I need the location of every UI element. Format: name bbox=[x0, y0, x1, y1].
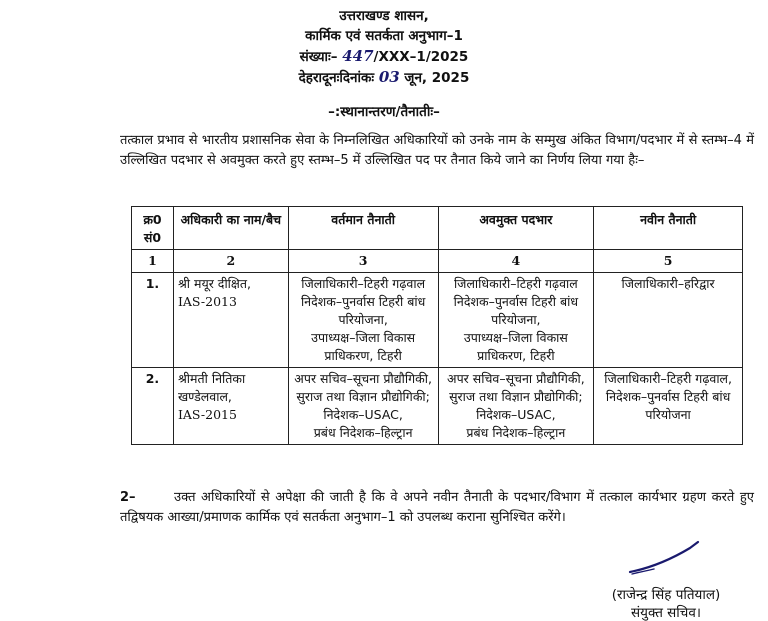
new-posting-cell bbox=[594, 368, 743, 445]
letter-number: संख्याः– 447/XXX–1/2025 bbox=[299, 47, 469, 65]
officer-batch: IAS-2013 bbox=[177, 294, 237, 309]
signatory-name: (राजेन्द्र सिंह पतियाल) bbox=[611, 587, 721, 603]
posting-line: जिलाधिकारी–टिहरी गढ़वाल bbox=[453, 276, 578, 291]
signature-stroke bbox=[610, 538, 730, 578]
posting-line: निदेशक–पुनर्वास टिहरी बांध परियोजना, bbox=[453, 294, 579, 327]
paragraph-number: 2– bbox=[120, 490, 136, 505]
posting-line: निदेशक–पुनर्वास टिहरी बांध परियोजना, bbox=[300, 294, 426, 327]
col-number: 1 bbox=[132, 250, 174, 273]
table-header-row bbox=[132, 207, 743, 250]
posting-line: अपर सचिव–सूचना प्रौद्यौगिकी, सुराज तथा विज्ञान प्रौद्योगिकी; bbox=[294, 371, 432, 404]
officer-name: श्री मयूर दीक्षित, bbox=[177, 276, 251, 291]
officer-cell bbox=[173, 273, 288, 368]
header-relieved: अवमुक्त पदभार bbox=[438, 207, 594, 250]
table-row bbox=[132, 273, 743, 368]
handwritten-date: 03 bbox=[378, 68, 400, 86]
posting-line: निदेशक–पुनर्वास टिहरी बांध परियोजना bbox=[605, 389, 731, 422]
posting-line: जिलाधिकारी–टिहरी गढ़वाल bbox=[301, 276, 426, 291]
header-new: नवीन तैनाती bbox=[594, 207, 743, 250]
posting-line: जिलाधिकारी–हरिद्वार bbox=[621, 276, 715, 291]
relieved-charge-cell bbox=[438, 368, 594, 445]
posting-line: निदेशक–USAC, bbox=[476, 407, 556, 422]
posting-line: अपर सचिव–सूचना प्रौद्यौगिकी, सुराज तथा विज्ञान प्रौद्योगिकी; bbox=[447, 371, 585, 404]
col-number: 3 bbox=[288, 250, 438, 273]
government-name: उत्तराखण्ड शासन, bbox=[339, 8, 429, 24]
transfer-table bbox=[131, 206, 743, 445]
signatory-designation: संयुक्त सचिव। bbox=[631, 605, 701, 621]
posting-line: निदेशक–USAC, bbox=[323, 407, 403, 422]
header-officer: अधिकारी का नाम/बैच bbox=[173, 207, 288, 250]
col-number: 5 bbox=[594, 250, 743, 273]
table-row bbox=[132, 368, 743, 445]
department-name: कार्मिक एवं सतर्कता अनुभाग–1 bbox=[305, 28, 463, 44]
paragraph-2 bbox=[120, 488, 754, 528]
posting-line: उपाध्यक्ष–जिला विकास प्राधिकरण, टिहरी bbox=[311, 330, 416, 363]
posting-line: उपाध्यक्ष–जिला विकास प्राधिकरण, टिहरी bbox=[463, 330, 568, 363]
handwritten-number: 447 bbox=[342, 47, 374, 65]
col-number: 2 bbox=[173, 250, 288, 273]
officer-name: श्रीमती नितिका खण्डेलवाल, bbox=[177, 371, 246, 404]
relieved-charge-cell bbox=[438, 273, 594, 368]
officer-cell bbox=[173, 368, 288, 445]
header-serial: क्र0 सं0 bbox=[132, 207, 174, 250]
row-serial: 1. bbox=[132, 273, 174, 368]
officer-batch: IAS-2015 bbox=[177, 407, 237, 422]
column-number-row bbox=[132, 250, 743, 273]
new-posting-cell bbox=[594, 273, 743, 368]
current-posting-cell bbox=[288, 368, 438, 445]
header-current: वर्तमान तैनाती bbox=[288, 207, 438, 250]
subject-line: –:स्थानान्तरण/तैनातीः– bbox=[328, 104, 440, 120]
letter-header bbox=[0, 6, 768, 88]
posting-line: प्रबंध निदेशक–हिल्ट्रान bbox=[466, 425, 566, 440]
posting-line: प्रबंध निदेशक–हिल्ट्रान bbox=[313, 425, 413, 440]
letter-date: देहरादूनःदिनांकः 03 जून, 2025 bbox=[298, 68, 470, 86]
posting-line: जिलाधिकारी–टिहरी गढ़वाल, bbox=[604, 371, 733, 386]
col-number: 4 bbox=[438, 250, 594, 273]
row-serial: 2. bbox=[132, 368, 174, 445]
current-posting-cell bbox=[288, 273, 438, 368]
paragraph-1: तत्काल प्रभाव से भारतीय प्रशासनिक सेवा के निम्नलिखित अधिकारियों को उनके नाम के सम्मुख अंकित विभाग/पदभार में से स्तम्भ–4 में उल्लिखित पदभार से अवमुक्त करते हुए स्तम्भ–5 में उल्लिखित पद पर तैनात किये जाने का निर्णय लिया गया हैः– bbox=[120, 133, 754, 168]
paragraph-text: उक्त अधिकारियों से अपेक्षा की जाती है कि वे अपने नवीन तैनाती के पदभार/विभाग में तत्काल कार्यभार ग्रहण करते हुए तद्विषयक आख्या/प्रमाणक कार्मिक एवं सतर्कता अनुभाग–1 को उपलब्ध कराना सुनिश्चित करेंगे। bbox=[120, 490, 754, 525]
